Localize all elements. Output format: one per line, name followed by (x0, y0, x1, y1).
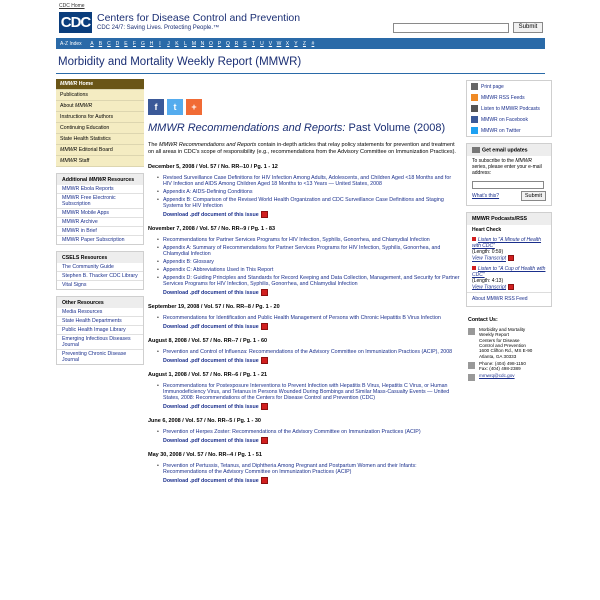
pdf-link-label: Download .pdf document of this issue (163, 477, 259, 484)
nav-item-label: About (60, 103, 75, 109)
csels-resources-heading: CSELS Resources (57, 252, 143, 263)
nav-item[interactable] (56, 145, 144, 156)
article-list (163, 315, 461, 321)
az-letter-link[interactable]: L (184, 40, 187, 47)
phone-icon (468, 362, 475, 369)
az-letter-link[interactable]: S (243, 40, 247, 47)
az-letter-link[interactable]: G (140, 40, 145, 47)
sidebar-resource-link[interactable]: Vital Signs (57, 280, 143, 289)
az-letter-link[interactable]: N (200, 40, 205, 47)
article-link[interactable]: • Appendix C: Abbreviations Used in This Report (163, 267, 461, 273)
az-letter-link[interactable]: C (107, 40, 111, 47)
nav-item-label: Staff (77, 158, 90, 164)
pdf-icon (261, 323, 268, 330)
az-letter-link[interactable]: J (167, 40, 170, 47)
pdf-icon (261, 357, 268, 364)
pdf-download-link[interactable] (163, 357, 461, 364)
issue-heading: August 1, 2008 / Vol. 57 / No. RR--6 / Pg. 1 - 21 (148, 372, 268, 378)
podcast-section-title: Heart Check (472, 227, 502, 234)
other-resources-box (56, 296, 144, 365)
issue-block (148, 226, 461, 296)
az-letter-link[interactable]: U (260, 40, 264, 47)
sidebar-resource-link[interactable]: Preventing Chronic Disease Journal (57, 349, 143, 364)
article-link[interactable]: • Recommendations for Partner Services Programs for HIV Infection, Syphilis, Gonorrhea, and Chlamydial Infection (163, 237, 461, 243)
envelope-icon (472, 147, 480, 153)
intro-paragraph: The MMWR Recommendations and Reports contain in-depth articles that relay policy statements for prevention and treatment on all areas in CDC's scope of responsibility (e.g., recommendations from the Advisory Committee on Immunization Practices). (148, 142, 456, 155)
site-title: Morbidity and Mortality Weekly Report (MMWR) (58, 56, 302, 68)
sidebar-tool-link[interactable] (467, 125, 551, 136)
issue-heading: November 7, 2008 / Vol. 57 / No. RR--9 / Pg. 1 - 83 (148, 226, 276, 232)
az-letter-link[interactable]: H (149, 40, 154, 47)
nav-item-em: MMWR (60, 147, 78, 153)
sidebar-resource-link[interactable]: MMWR Ebola Reports (62, 186, 114, 192)
about-rss-link[interactable]: About MMWR RSS Feed (467, 292, 551, 306)
podcast-item (467, 264, 551, 292)
nav-item-label: State Health Statistics (60, 136, 111, 142)
nav-item-label: Home (77, 81, 94, 87)
search-input[interactable] (393, 23, 509, 33)
nav-item-em: MMWR (60, 158, 78, 164)
issue-block (148, 418, 461, 444)
nav-item-label: Editorial Board (77, 147, 113, 153)
pdf-download-link[interactable] (163, 211, 461, 218)
twitter-share-icon[interactable]: t (167, 99, 183, 115)
sidebar-resource-link[interactable]: The Community Guide (62, 264, 114, 270)
sidebar-resource-link[interactable]: MMWR in Brief (57, 226, 143, 235)
tool-link-label: MMWR on Facebook (481, 116, 528, 123)
pdf-icon (261, 437, 268, 444)
issue-block (148, 372, 461, 410)
email-updates-text: To subscribe to the MMWR series, please enter your e-mail address: (472, 158, 542, 177)
address-line: Morbidity and Mortality (479, 327, 526, 333)
main-content (148, 80, 461, 484)
pdf-link-label: Download .pdf document of this issue (163, 357, 259, 364)
az-letter-link[interactable]: A (90, 40, 94, 47)
az-letter-link[interactable]: E (124, 40, 128, 47)
nav-item[interactable] (56, 134, 144, 145)
az-index-letters (88, 41, 318, 47)
whats-this-link[interactable]: What's this? (472, 193, 500, 200)
address-line: 1600 Clifton Rd., MS E-90 (479, 348, 533, 354)
cdc-logo[interactable]: CDC (60, 14, 91, 31)
rss-icon (471, 94, 478, 101)
podcasts-heading: MMWR Podcasts/RSS (467, 213, 551, 225)
article-list (163, 463, 461, 475)
sidebar-resource-link[interactable]: MMWR Archive (57, 217, 143, 226)
cdc-home-link[interactable]: CDC Home (59, 3, 85, 9)
az-letter-link[interactable]: Z (302, 40, 306, 47)
podcast-title: Listen to "A Cup of Health with CDC" (472, 265, 546, 278)
issue-block (148, 164, 461, 218)
article-list (163, 429, 461, 435)
play-icon (472, 237, 476, 241)
email-icon (468, 374, 475, 381)
article-link[interactable]: • Revised Surveillance Case Definitions for HIV Infection Among Adults, Adolescents, and Children Aged <18 Months and for HIV Infection and AIDS Among Children Aged 18 Months to <13 Years — United States, 2008 (163, 175, 461, 187)
az-letter-link[interactable]: M (191, 40, 197, 47)
issue-block (148, 338, 461, 364)
nav-item-label: Publications (60, 92, 88, 98)
az-letter-link[interactable]: K (175, 40, 179, 47)
az-index-label: A-Z Index (60, 40, 82, 47)
contact-phone: Phone: (404) 498-1150 Fax: (404) 498-2389 (466, 360, 552, 373)
sidebar-resource-link[interactable]: MMWR Paper Subscription (57, 235, 143, 244)
az-letter-link[interactable]: I (159, 40, 161, 47)
search-submit-button[interactable]: Submit (513, 22, 543, 33)
tool-link-label: MMWR RSS Feeds (481, 94, 525, 101)
sidebar-resource-link[interactable]: MMWR Mobile Apps (57, 208, 143, 217)
sidebar-resource-link[interactable]: State Health Departments (57, 316, 143, 325)
contact-section (466, 313, 552, 382)
pdf-download-link[interactable] (163, 289, 461, 296)
cdc-tagline: CDC 24/7: Saving Lives. Protecting People.™ (97, 25, 220, 31)
page-tools-box (466, 80, 552, 137)
az-letter-link[interactable]: X (285, 40, 290, 47)
facebook-share-icon[interactable]: f (148, 99, 164, 115)
email-updates-box (466, 143, 552, 206)
pdf-download-link[interactable] (163, 403, 461, 410)
mmwr-nav (56, 79, 144, 167)
right-sidebar (466, 80, 552, 382)
podcast-length: (Length: 4:13) (472, 277, 504, 284)
article-link[interactable]: • Recommendations for Postexposure Interventions to Prevent Infection with Hepatitis B Virus, Hepatitis C Virus, or Human Immunodeficiency Virus, and Tetanus in Persons Wounded During Bombings and Similar Mass-Casualty Events — United States, 2008: Recommendations of the Centers for Disease Control and Prevention (CDC) (163, 383, 461, 401)
sidebar-tool-link[interactable] (467, 114, 551, 125)
article-link[interactable]: • Prevention of Herpes Zoster: Recommendations of the Advisory Committee on Immunization Practices (ACIP) (163, 429, 461, 435)
podcast-item (467, 235, 551, 263)
sidebar-resource-link[interactable]: Media Resources (62, 309, 103, 315)
podcast-length: (Length: 0:59) (472, 249, 504, 256)
nav-item[interactable] (56, 123, 144, 134)
az-letter-link[interactable]: W (276, 40, 282, 47)
issue-heading: May 30, 2008 / Vol. 57 / No. RR--4 / Pg. 1 - 51 (148, 452, 262, 458)
page-title: MMWR Recommendations and Reports: Past Volume (2008) (148, 122, 446, 134)
email-submit-button[interactable]: Submit (521, 191, 546, 201)
sidebar-tool-link[interactable] (467, 92, 551, 103)
article-list (163, 237, 461, 287)
nav-item[interactable] (56, 79, 144, 90)
nav-item-em: MMWR (60, 81, 78, 87)
podcast-listen-link[interactable] (472, 237, 546, 249)
more-share-icon[interactable]: + (186, 99, 202, 115)
podcast-icon (471, 105, 478, 112)
issue-list (148, 164, 461, 484)
issue-heading: August 8, 2008 / Vol. 57 / No. RR--7 / Pg. 1 - 60 (148, 338, 268, 344)
article-link[interactable]: • Recommendations for Identification and Public Health Management of Persons with Chronic Hepatitis B Virus Infection (163, 315, 461, 321)
tool-link-label: Listen to MMWR Podcasts (481, 105, 540, 112)
sidebar-resource-link[interactable]: Emerging Infectious Diseases Journal (57, 334, 143, 349)
sidebar-tool-link[interactable] (467, 103, 551, 114)
podcasts-box (466, 212, 552, 307)
az-letter-link[interactable]: # (311, 40, 315, 47)
other-resources-heading: Other Resources (57, 297, 143, 308)
article-link[interactable]: • Prevention and Control of Influenza: Recommendations of the Advisory Committee on Immunization Practices (ACIP), 2008 (163, 349, 461, 355)
issue-heading: June 6, 2008 / Vol. 57 / No. RR--5 / Pg. 1 - 30 (148, 418, 261, 424)
issue-heading: December 5, 2008 / Vol. 57 / No. RR--10 / Pg. 1 - 12 (148, 164, 278, 170)
additional-resources-box (56, 173, 144, 245)
csels-resources-box (56, 251, 144, 290)
article-link[interactable]: • Appendix B: Comparison of the Revised World Health Organization and CDC Surveillance Case Definitions and Staging Systems for HIV Infection (163, 197, 461, 209)
pdf-icon (508, 284, 514, 290)
issue-heading: September 19, 2008 / Vol. 57 / No. RR--8 / Pg. 1 - 20 (148, 304, 280, 310)
az-letter-link[interactable]: T (251, 40, 255, 47)
az-letter-link[interactable]: B (98, 40, 103, 47)
twitter-icon (471, 127, 478, 134)
address-line: Control and Prevention (479, 342, 526, 348)
printer-icon (471, 83, 478, 90)
pdf-download-link[interactable] (163, 323, 461, 330)
left-sidebar (56, 79, 144, 365)
article-link[interactable]: • Prevention of Pertussis, Tetanus, and Diphtheria Among Pregnant and Postpartum Women and their Infants: Recommendations of the Advisory Committee on Immunization Practices (ACIP) (163, 463, 461, 475)
address-line: Centers for Disease (479, 337, 520, 343)
contact-email-link[interactable]: mmwrq@cdc.gov (479, 373, 515, 379)
contact-heading: Contact Us: (468, 317, 498, 324)
az-letter-link[interactable]: V (268, 40, 273, 47)
article-link[interactable]: • Appendix B: Glossary (163, 259, 461, 265)
pdf-download-link[interactable] (163, 477, 461, 484)
article-link[interactable]: • Appendix A: AIDS-Defining Conditions (163, 189, 461, 195)
az-letter-link[interactable]: R (234, 40, 239, 47)
nav-item[interactable] (56, 112, 144, 123)
building-icon (468, 328, 475, 335)
sidebar-resource-link[interactable]: MMWR Free Electronic Subscription (57, 193, 143, 208)
az-letter-link[interactable]: Q (225, 40, 230, 47)
pdf-link-label: Download .pdf document of this issue (163, 211, 259, 218)
podcast-listen-link[interactable] (472, 266, 546, 278)
article-list (163, 383, 461, 401)
podcast-title: Listen to "A Minute of Health with CDC" (472, 237, 542, 250)
pdf-icon (261, 403, 268, 410)
az-letter-link[interactable]: P (217, 40, 222, 47)
az-letter-link[interactable]: D (115, 40, 120, 47)
pdf-icon (261, 289, 268, 296)
nav-item-label: Instructions for Authors (60, 114, 114, 120)
pdf-icon (261, 477, 268, 484)
article-link[interactable]: • Appendix D: Guiding Principles and Standards for Record Keeping and Data Collection, Management, and Security for Partner Services Programs for HIV Infection, Syphilis, Gonorrhea, and Chlamydial Infection (163, 275, 461, 287)
article-list (163, 349, 461, 355)
article-list (163, 175, 461, 209)
facebook-icon (471, 116, 478, 123)
pdf-download-link[interactable] (163, 437, 461, 444)
tool-link-label: MMWR on Twitter (481, 127, 521, 134)
pdf-icon (508, 255, 514, 261)
nav-item-em: MMWR (75, 103, 93, 109)
nav-item[interactable] (56, 156, 144, 167)
sidebar-tool-link[interactable] (467, 81, 551, 92)
issue-block (148, 304, 461, 330)
pdf-icon (261, 211, 268, 218)
nav-item[interactable] (56, 101, 144, 112)
play-icon (472, 266, 476, 270)
email-field[interactable] (472, 181, 544, 189)
article-link[interactable]: • Appendix A: Summary of Recommendations for Partner Services Programs for HIV Infection, Syphilis, Gonorrhea, and Chlamydial Infection (163, 245, 461, 257)
additional-resources-heading: Additional MMWR Resources (57, 174, 143, 185)
az-letter-link[interactable]: O (208, 40, 213, 47)
sidebar-resource-link[interactable]: Stephen B. Thacker CDC Library (57, 271, 143, 280)
az-letter-link[interactable]: Y (294, 40, 298, 47)
nav-item[interactable] (56, 90, 144, 101)
pdf-link-label: Download .pdf document of this issue (163, 403, 259, 410)
contact-address (466, 326, 552, 360)
address-line: Weekly Report (479, 332, 510, 338)
nav-item-label: Continuing Education (60, 125, 110, 131)
transcript-label: View Transcript (472, 284, 506, 291)
pdf-link-label: Download .pdf document of this issue (163, 323, 259, 330)
az-index-bar (56, 38, 545, 49)
az-letter-link[interactable]: F (132, 40, 136, 47)
transcript-link[interactable] (472, 284, 546, 290)
share-toolbar (148, 99, 461, 115)
issue-block (148, 452, 461, 484)
address-line: Atlanta, GA 30333 (479, 353, 517, 359)
sidebar-resource-link[interactable]: Public Health Image Library (57, 325, 143, 334)
tool-link-label: Print page (481, 83, 504, 90)
transcript-label: View Transcript (472, 255, 506, 262)
transcript-link[interactable] (472, 255, 546, 261)
pdf-link-label: Download .pdf document of this issue (163, 437, 259, 444)
title-divider (56, 73, 545, 74)
pdf-link-label: Download .pdf document of this issue (163, 289, 259, 296)
cdc-brand-name: Centers for Disease Control and Prevention (97, 12, 301, 24)
email-updates-heading: Get email updates (467, 144, 551, 156)
contact-email (466, 372, 552, 382)
